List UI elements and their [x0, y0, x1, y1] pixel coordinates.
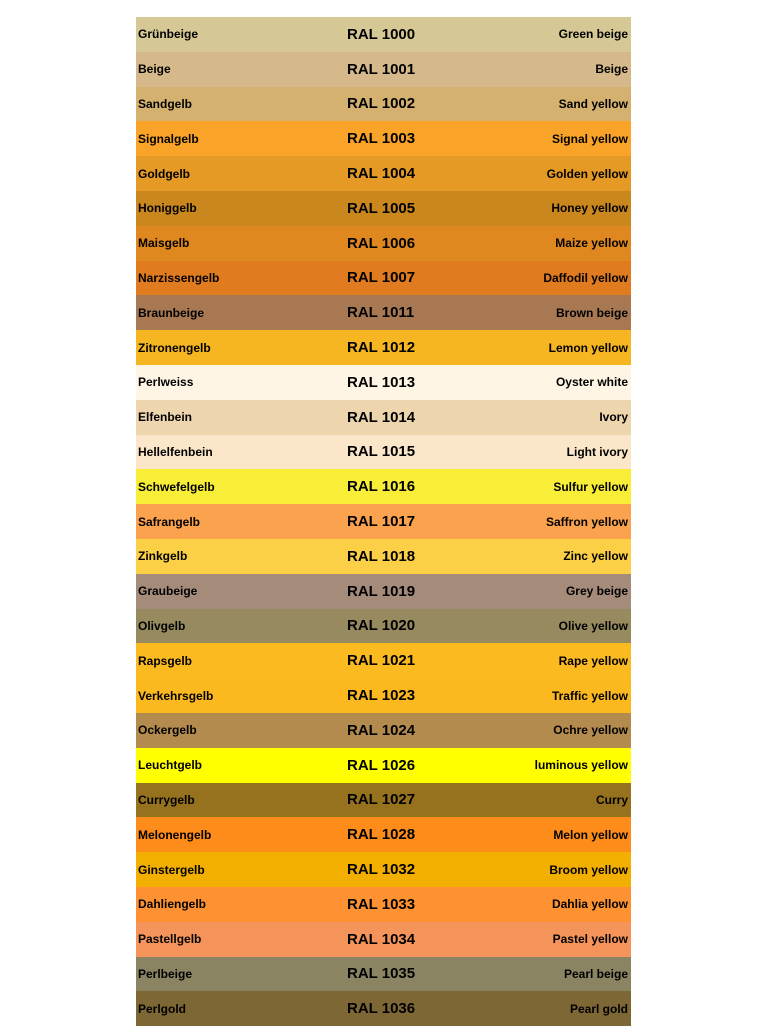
- ral-code: RAL 1021: [347, 652, 416, 670]
- english-name: Beige: [595, 62, 628, 77]
- ral-code: RAL 1012: [347, 339, 416, 357]
- ral-code: RAL 1027: [347, 791, 416, 809]
- ral-code: RAL 1033: [347, 895, 416, 913]
- english-name: Pastel yellow: [552, 932, 628, 947]
- ral-code: RAL 1026: [347, 756, 416, 774]
- german-name: Zitronengelb: [138, 340, 211, 355]
- english-name: Dahlia yellow: [551, 897, 628, 912]
- ral-code: RAL 1001: [347, 60, 416, 78]
- english-name: Broom yellow: [549, 862, 628, 877]
- english-name: Green beige: [558, 27, 628, 42]
- german-name: Elfenbein: [138, 410, 193, 425]
- english-name: Maize yellow: [555, 236, 628, 251]
- ral-code: RAL 1013: [347, 373, 416, 391]
- english-name: Curry: [595, 792, 628, 807]
- german-name: Beige: [138, 62, 171, 77]
- ral-code: RAL 1017: [347, 513, 416, 531]
- english-name: Ivory: [599, 410, 628, 425]
- color-row: [136, 87, 631, 122]
- german-name: Verkehrsgelb: [138, 688, 214, 703]
- english-name: Sand yellow: [558, 96, 628, 111]
- german-name: Olivgelb: [138, 618, 186, 633]
- color-row: [136, 261, 631, 296]
- german-name: Rapsgelb: [138, 653, 193, 668]
- ral-color-table: [136, 17, 631, 1026]
- color-row: [136, 643, 631, 678]
- ral-code: RAL 1036: [347, 1000, 416, 1018]
- color-row: [136, 330, 631, 365]
- english-name: luminous yellow: [534, 758, 628, 773]
- german-name: Signalgelb: [138, 131, 199, 146]
- english-name: Golden yellow: [546, 166, 628, 181]
- ral-code: RAL 1018: [347, 547, 416, 565]
- color-row: [136, 817, 631, 852]
- color-row: [136, 783, 631, 818]
- english-name: Ochre yellow: [553, 723, 628, 738]
- english-name: Daffodil yellow: [543, 270, 628, 285]
- color-row: [136, 922, 631, 957]
- german-name: Leuchtgelb: [138, 758, 203, 773]
- german-name: Currygelb: [138, 792, 195, 807]
- color-row: [136, 17, 631, 52]
- german-name: Dahliengelb: [138, 897, 207, 912]
- english-name: Pearl gold: [569, 1001, 628, 1016]
- german-name: Goldgelb: [138, 166, 190, 181]
- color-row: [136, 852, 631, 887]
- color-row: [136, 469, 631, 504]
- english-name: Brown beige: [555, 305, 628, 320]
- english-name: Rape yellow: [558, 653, 628, 668]
- ral-code: RAL 1002: [347, 95, 416, 113]
- german-name: Pastellgelb: [138, 932, 202, 947]
- ral-code: RAL 1024: [347, 721, 416, 739]
- english-name: Olive yellow: [558, 618, 628, 633]
- english-name: Lemon yellow: [548, 340, 628, 355]
- color-row: [136, 365, 631, 400]
- german-name: Hellelfenbein: [138, 444, 213, 459]
- color-row: [136, 226, 631, 261]
- german-name: Schwefelgelb: [138, 479, 215, 494]
- ral-code: RAL 1034: [347, 930, 416, 948]
- german-name: Melonengelb: [138, 827, 212, 842]
- ral-code: RAL 1005: [347, 199, 416, 217]
- color-row: [136, 191, 631, 226]
- english-name: Light ivory: [566, 444, 628, 459]
- german-name: Braunbeige: [138, 305, 205, 320]
- english-name: Grey beige: [565, 584, 628, 599]
- color-row: [136, 713, 631, 748]
- german-name: Ockergelb: [138, 723, 197, 738]
- english-name: Zinc yellow: [563, 549, 628, 564]
- color-row: [136, 504, 631, 539]
- german-name: Perlweiss: [138, 375, 194, 390]
- ral-code: RAL 1020: [347, 617, 416, 635]
- german-name: Perlgold: [138, 1001, 187, 1016]
- ral-code: RAL 1015: [347, 443, 416, 461]
- german-name: Sandgelb: [138, 96, 193, 111]
- color-row: [136, 887, 631, 922]
- ral-code: RAL 1028: [347, 826, 416, 844]
- german-name: Graubeige: [138, 584, 198, 599]
- ral-code: RAL 1003: [347, 130, 416, 148]
- english-name: Sulfur yellow: [553, 479, 628, 494]
- color-row: [136, 991, 631, 1026]
- color-row: [136, 748, 631, 783]
- color-row: [136, 574, 631, 609]
- german-name: Honiggelb: [138, 201, 197, 216]
- ral-code: RAL 1000: [347, 25, 416, 43]
- color-row: [136, 156, 631, 191]
- color-row: [136, 539, 631, 574]
- color-row: [136, 295, 631, 330]
- ral-code: RAL 1032: [347, 861, 416, 879]
- ral-code: RAL 1023: [347, 687, 416, 705]
- color-row: [136, 400, 631, 435]
- ral-code: RAL 1007: [347, 269, 416, 287]
- color-row: [136, 957, 631, 992]
- color-row: [136, 435, 631, 470]
- english-name: Pearl beige: [563, 966, 628, 981]
- ral-code: RAL 1014: [347, 408, 416, 426]
- ral-code: RAL 1004: [347, 165, 416, 183]
- english-name: Melon yellow: [553, 827, 628, 842]
- color-row: [136, 121, 631, 156]
- english-name: Traffic yellow: [551, 688, 628, 703]
- german-name: Safrangelb: [138, 514, 201, 529]
- ral-code: RAL 1006: [347, 234, 416, 252]
- color-row: [136, 52, 631, 87]
- ral-code: RAL 1035: [347, 965, 416, 983]
- english-name: Honey yellow: [551, 201, 628, 216]
- ral-code: RAL 1011: [347, 304, 415, 322]
- german-name: Narzissengelb: [138, 270, 220, 285]
- color-row: [136, 678, 631, 713]
- german-name: Perlbeige: [138, 966, 193, 981]
- english-name: Signal yellow: [551, 131, 628, 146]
- color-row: [136, 609, 631, 644]
- german-name: Zinkgelb: [138, 549, 188, 564]
- english-name: Oyster white: [555, 375, 628, 390]
- english-name: Saffron yellow: [545, 514, 628, 529]
- german-name: Maisgelb: [138, 236, 190, 251]
- german-name: Ginstergelb: [138, 862, 205, 877]
- ral-code: RAL 1016: [347, 478, 416, 496]
- german-name: Grünbeige: [138, 27, 199, 42]
- ral-code: RAL 1019: [347, 582, 416, 600]
